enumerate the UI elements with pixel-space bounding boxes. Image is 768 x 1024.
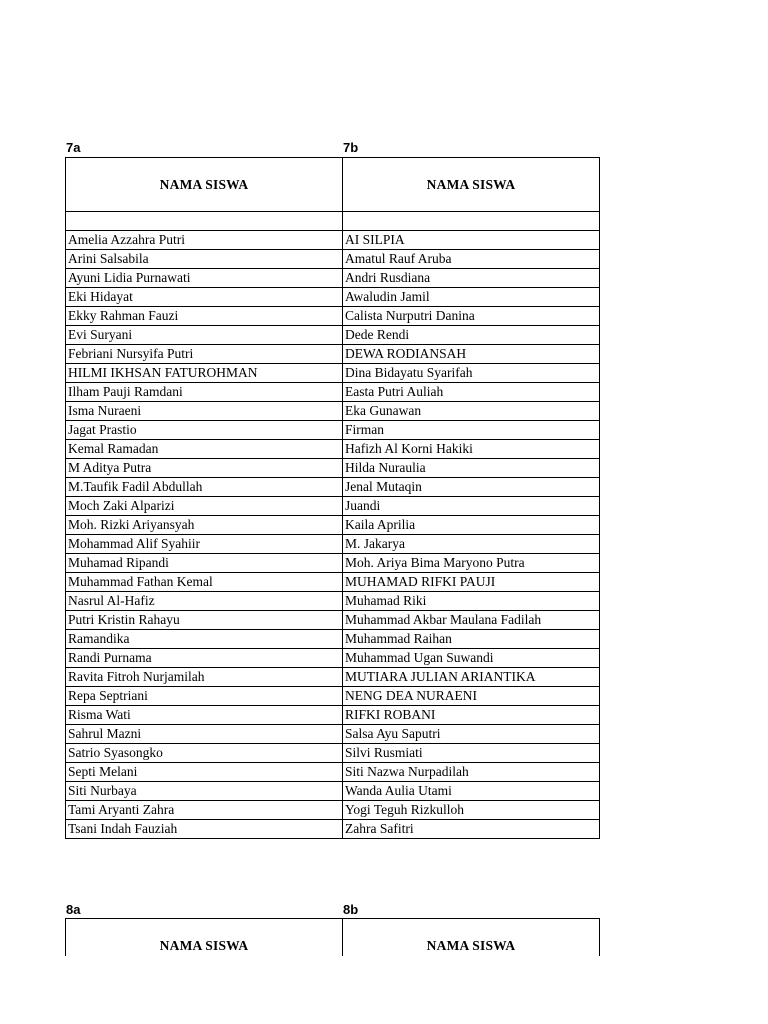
table-row [66,383,600,402]
table-row [66,516,600,535]
column-header-8b: NAMA SISWA [343,919,600,973]
student-name-7b: Firman [343,421,600,440]
class-label-7a: 7a [66,140,81,155]
student-name-7a: Muhamad Ripandi [66,554,343,573]
table-row [66,763,600,782]
table-row [66,364,600,383]
student-name-7a: Moch Zaki Alparizi [66,497,343,516]
student-name-7a: Satrio Syasongko [66,744,343,763]
student-name-7b: Siti Nazwa Nurpadilah [343,763,600,782]
student-name-7b: Dede Rendi [343,326,600,345]
student-name-7b: Muhammad Ugan Suwandi [343,649,600,668]
student-name-7b: MUHAMAD RIFKI PAUJI [343,573,600,592]
student-name-7b: Easta Putri Auliah [343,383,600,402]
student-name-7b: Kaila Aprilia [343,516,600,535]
student-name-7a: M Aditya Putra [66,459,343,478]
student-name-7a: Moh. Rizki Ariyansyah [66,516,343,535]
student-name-7a: Ravita Fitroh Nurjamilah [66,668,343,687]
student-name-7b: Yogi Teguh Rizkulloh [343,801,600,820]
student-name-7a: Ramandika [66,630,343,649]
table-header-row [66,158,600,212]
student-name-7b: AI SILPIA [343,231,600,250]
class-label-8b: 8b [343,902,359,917]
student-name-7a: Jagat Prastio [66,421,343,440]
page-cutoff [0,956,768,1024]
table-row [66,288,600,307]
table-row [66,402,600,421]
student-name-7a: Siti Nurbaya [66,782,343,801]
table-row [66,611,600,630]
student-name-7b: Andri Rusdiana [343,269,600,288]
table-row [66,706,600,725]
column-header-7a: NAMA SISWA [66,158,343,212]
table-row [66,687,600,706]
table-row [66,801,600,820]
student-name-7b: Wanda Aulia Utami [343,782,600,801]
student-name-7a: Kemal Ramadan [66,440,343,459]
table-row [66,250,600,269]
student-name-7b: Awaludin Jamil [343,288,600,307]
table-row [66,269,600,288]
student-name-7a: Sahrul Mazni [66,725,343,744]
student-name-7a: Randi Purnama [66,649,343,668]
table-row [66,668,600,687]
student-name-7a: Febriani Nursyifa Putri [66,345,343,364]
table-row [66,744,600,763]
student-name-7a: Muhammad Fathan Kemal [66,573,343,592]
student-name-7b: Muhamad Riki [343,592,600,611]
student-name-7a: Nasrul Al-Hafiz [66,592,343,611]
table-row [66,307,600,326]
student-name-7a: Septi Melani [66,763,343,782]
student-name-7a: Isma Nuraeni [66,402,343,421]
student-name-7a: Eki Hidayat [66,288,343,307]
student-name-7a: Mohammad Alif Syahiir [66,535,343,554]
student-name-7b: Muhammad Raihan [343,630,600,649]
student-name-7a: M.Taufik Fadil Abdullah [66,478,343,497]
student-name-7b: Muhammad Akbar Maulana Fadilah [343,611,600,630]
student-name-7b: Amatul Rauf Aruba [343,250,600,269]
table-row [66,649,600,668]
student-name-7b: Dina Bidayatu Syarifah [343,364,600,383]
table-row [66,440,600,459]
student-name-7b: Zahra Safitri [343,820,600,839]
table-row [66,421,600,440]
student-name-7b: Jenal Mutaqin [343,478,600,497]
class-label-8a: 8a [66,902,81,917]
student-name-7a: Ayuni Lidia Purnawati [66,269,343,288]
table-row [66,497,600,516]
student-name-7b: Calista Nurputri Danina [343,307,600,326]
student-name-7b: MUTIARA JULIAN ARIANTIKA [343,668,600,687]
student-name-7a: HILMI IKHSAN FATUROHMAN [66,364,343,383]
table-row [66,820,600,839]
column-header-8a: NAMA SISWA [66,919,343,973]
student-name-7b: Hilda Nuraulia [343,459,600,478]
empty-row [66,212,600,231]
student-name-7a: Risma Wati [66,706,343,725]
table-row [66,231,600,250]
table-row [66,459,600,478]
student-name-7b: NENG DEA NURAENI [343,687,600,706]
column-header-7b: NAMA SISWA [343,158,600,212]
student-name-7a: Tsani Indah Fauziah [66,820,343,839]
table-row [66,326,600,345]
student-name-7b: Juandi [343,497,600,516]
student-name-7b: RIFKI ROBANI [343,706,600,725]
table-row [66,554,600,573]
student-name-7a: Putri Kristin Rahayu [66,611,343,630]
empty-cell [66,212,343,231]
student-name-7a: Evi Suryani [66,326,343,345]
student-name-7a: Ekky Rahman Fauzi [66,307,343,326]
table-row [66,535,600,554]
student-name-7a: Repa Septriani [66,687,343,706]
student-name-7a: Arini Salsabila [66,250,343,269]
student-name-7a: Amelia Azzahra Putri [66,231,343,250]
student-name-7b: Silvi Rusmiati [343,744,600,763]
table-row [66,573,600,592]
table-row [66,782,600,801]
table-row [66,345,600,364]
student-name-7b: Hafizh Al Korni Hakiki [343,440,600,459]
table-row [66,592,600,611]
student-name-7b: M. Jakarya [343,535,600,554]
student-name-7a: Ilham Pauji Ramdani [66,383,343,402]
class-label-7b: 7b [343,140,359,155]
table-row [66,630,600,649]
student-name-7a: Tami Aryanti Zahra [66,801,343,820]
student-name-7b: Salsa Ayu Saputri [343,725,600,744]
empty-cell [343,212,600,231]
table-row [66,478,600,497]
student-name-7b: Eka Gunawan [343,402,600,421]
student-name-7b: Moh. Ariya Bima Maryono Putra [343,554,600,573]
student-name-7b: DEWA RODIANSAH [343,345,600,364]
roster-table-7 [65,157,600,839]
table-row [66,725,600,744]
